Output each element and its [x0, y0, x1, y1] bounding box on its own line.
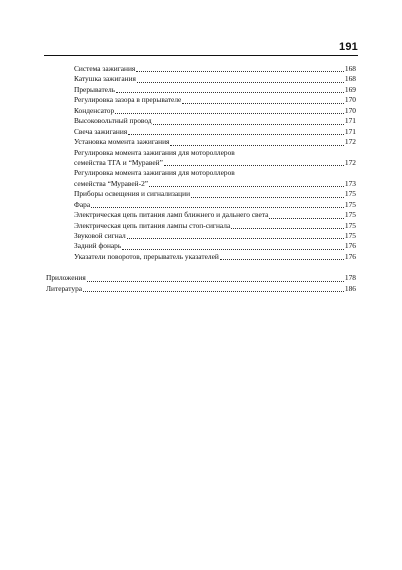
toc-entry-page: 175: [344, 199, 356, 209]
toc-entry-appendix[interactable]: [46, 273, 356, 283]
toc-entry-title: Регулировка зазора в прерывателе: [74, 95, 182, 105]
toc-leader-dots: [137, 80, 344, 83]
toc-entry-page: 178: [344, 273, 356, 283]
page-number: 191: [339, 41, 358, 53]
toc-entry[interactable]: [74, 106, 356, 116]
toc-entry[interactable]: [74, 241, 356, 251]
toc-entry-title: Прерыватель: [74, 84, 116, 94]
toc-entry-title: Фара: [74, 199, 91, 209]
toc-leader-dots: [128, 132, 344, 135]
section-gap: [0, 262, 402, 273]
toc-leader-dots: [164, 163, 344, 166]
toc-leader-dots: [153, 122, 344, 125]
toc-entry-title: Конденсатор: [74, 105, 115, 115]
toc-leader-dots: [116, 90, 344, 93]
toc-entry-page: 168: [344, 63, 356, 73]
toc-entry-page: 173: [344, 178, 356, 188]
toc-entry-title: Высоковольтный провод: [74, 116, 152, 126]
toc-entry[interactable]: [74, 189, 356, 199]
toc-entry-title: Катушка зажигания: [74, 74, 136, 84]
toc-entry-title: Приборы освещения и сигнализации: [74, 189, 191, 199]
toc-entry-title: Электрическая цепь питания лампы стоп-сигнала: [74, 220, 231, 230]
toc-leader-dots: [115, 111, 344, 114]
toc-leader-dots: [127, 236, 344, 239]
toc-entry-title: Литература: [46, 283, 83, 293]
toc-leader-dots: [122, 247, 344, 250]
toc-entry-title: Свеча зажигания: [74, 126, 128, 136]
toc-entry[interactable]: [74, 221, 356, 231]
toc-entry-title-line1[interactable]: Регулировка момента зажигания для мотороллеров: [74, 147, 235, 157]
toc-entry-title: Указатели поворотов, прерыватель указателей: [74, 251, 219, 261]
toc-leader-dots: [231, 226, 344, 229]
toc-entry[interactable]: [74, 158, 356, 168]
table-of-contents: [0, 64, 402, 294]
toc-entry-title: Задний фонарь: [74, 241, 122, 251]
toc-entry-title: Звуковой сигнал: [74, 230, 126, 240]
toc-leader-dots: [149, 184, 344, 187]
toc-entry-page: 170: [344, 105, 356, 115]
toc-entry-page: 169: [344, 84, 356, 94]
toc-entry-title: семейства “Муравей-2”: [74, 178, 149, 188]
toc-entry-page: 172: [344, 137, 356, 147]
toc-entry-page: 175: [344, 189, 356, 199]
toc-entry[interactable]: [74, 179, 356, 189]
toc-leader-dots: [269, 216, 344, 219]
toc-entry[interactable]: [74, 64, 356, 74]
toc-entry-page: 171: [344, 126, 356, 136]
toc-entry-title: Электрическая цепь питания ламп ближнего и дальнего света: [74, 210, 269, 220]
toc-entry-title: Приложения: [46, 273, 86, 283]
toc-entry-title: Система зажигания: [74, 63, 136, 73]
toc-entry[interactable]: [74, 137, 356, 147]
toc-entry-page: 171: [344, 116, 356, 126]
toc-leader-dots: [182, 101, 344, 104]
toc-entry[interactable]: [74, 252, 356, 262]
toc-entry-page: 176: [344, 251, 356, 261]
toc-entry-title-line1[interactable]: Регулировка момента зажигания для мотороллеров: [74, 168, 235, 178]
toc-entry[interactable]: [74, 200, 356, 210]
toc-leader-dots: [220, 257, 344, 260]
toc-entry-page: 186: [344, 283, 356, 293]
toc-entry[interactable]: [74, 74, 356, 84]
toc-entry-page: 175: [344, 210, 356, 220]
toc-entry-title: семейства ТГА и “Муравей”: [74, 157, 163, 167]
toc-entry-literature[interactable]: [46, 284, 356, 294]
toc-entry[interactable]: [74, 210, 356, 220]
toc-entry[interactable]: [74, 231, 356, 241]
toc-entry-page: 176: [344, 241, 356, 251]
toc-leader-dots: [83, 289, 344, 292]
toc-leader-dots: [91, 205, 344, 208]
toc-entry-page: 175: [344, 220, 356, 230]
toc-leader-dots: [136, 69, 344, 72]
toc-entry[interactable]: [74, 116, 356, 126]
toc-entry-page: 175: [344, 230, 356, 240]
toc-entry[interactable]: [74, 85, 356, 95]
toc-leader-dots: [191, 195, 344, 198]
toc-entry-page: 170: [344, 95, 356, 105]
toc-entry-page: 168: [344, 74, 356, 84]
toc-leader-dots: [170, 143, 343, 146]
toc-entry-title: Установка момента зажигания: [74, 137, 170, 147]
toc-leader-dots: [87, 279, 344, 282]
toc-entry[interactable]: [74, 95, 356, 105]
header-rule: [44, 55, 358, 56]
toc-entry-page: 172: [344, 157, 356, 167]
toc-entry[interactable]: [74, 127, 356, 137]
